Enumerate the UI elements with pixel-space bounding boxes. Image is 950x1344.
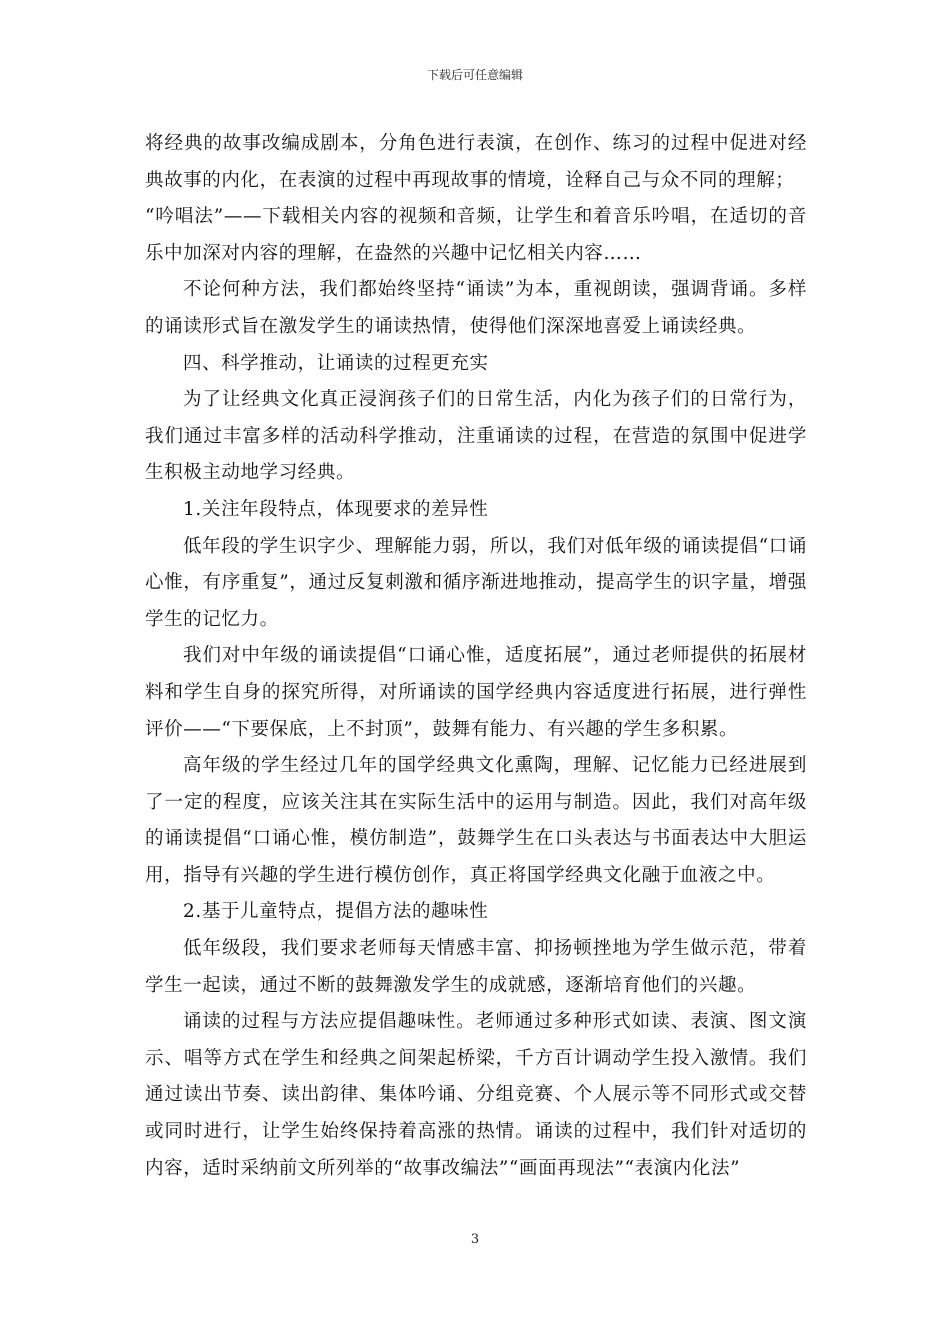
paragraph-3: 不论何种方法，我们都始终坚持“诵读”为本，重视朗读，强调背诵。多样的诵读形式旨在激发学生的诵读热情，使得他们深深地喜爱上诵读经典。: [145, 279, 807, 337]
section-heading-4: 四、科学推动，让诵读的过程更充实: [183, 352, 489, 374]
paragraph-5: 为了让经典文化真正浸润孩子们的日常生活，内化为孩子们的日常行为，我们通过丰富多样的活动科学推动，注重诵读的过程，在营造的氛围中促进学生积极主动地学习经典。: [145, 389, 807, 484]
page-header: 下载后可任意编辑: [426, 68, 523, 82]
paragraph-11: 低年级段，我们要求老师每天情感丰富、抑扬顿挫地为学生做示范，带着学生一起读，通过不断的鼓舞激发学生的成就感，逐渐培育他们的兴趣。: [145, 938, 807, 996]
paragraph-7: 低年段的学生识字少、理解能力弱，所以，我们对低年级的诵读提倡“口诵心惟，有序重复”，通过反复刺激和循序渐进地推动，提高学生的识字量，增强学生的记忆力。: [145, 535, 807, 630]
paragraph-9: 高年级的学生经过几年的国学经典文化熏陶，理解、记忆能力已经进展到了一定的程度，应该关注其在实际生活中的运用与制造。因此，我们对高年级的诵读提倡“口诵心惟，模仿制造”，鼓舞学生在口头表达与书面表达中大胆运用，指导有兴趣的学生进行模仿创作，真正将国学经典文化融于血液之中。: [145, 755, 807, 886]
subheading-2: 2.基于儿童特点，提倡方法的趣味性: [183, 901, 489, 923]
document-body: [145, 126, 807, 1187]
paragraph-8: 我们对中年级的诵读提倡“口诵心惟，适度拓展”，通过老师提供的拓展材料和学生自身的探究所得，对所诵读的国学经典内容适度进行拓展，进行弹性评价——“下要保底，上不封顶”，鼓舞有能力、有兴趣的学生多积累。: [145, 645, 807, 740]
paragraph-2: “吟唱法”——下载相关内容的视频和音频，让学生和着音乐吟唱，在适切的音乐中加深对内容的理解，在盎然的兴趣中记忆相关内容……: [145, 206, 807, 264]
paragraph-12: 诵读的过程与方法应提倡趣味性。老师通过多种形式如读、表演、图文演示、唱等方式在学生和经典之间架起桥梁，千方百计调动学生投入激情。我们通过读出节奏、读出韵律、集体吟诵、分组竞赛、个人展示等不同形式或交替或同时进行，让学生始终保持着高涨的热情。诵读的过程中，我们针对适切的内容，适时采纳前文所列举的“故事改编法”“画面再现法”“表演内化法”: [145, 1011, 807, 1179]
paragraph-1: 将经典的故事改编成剧本，分角色进行表演，在创作、练习的过程中促进对经典故事的内化，在表演的过程中再现故事的情境，诠释自己与众不同的理解；: [145, 133, 807, 191]
page-number: 3: [470, 1232, 480, 1247]
subheading-1: 1.关注年段特点，体现要求的差异性: [183, 498, 489, 520]
